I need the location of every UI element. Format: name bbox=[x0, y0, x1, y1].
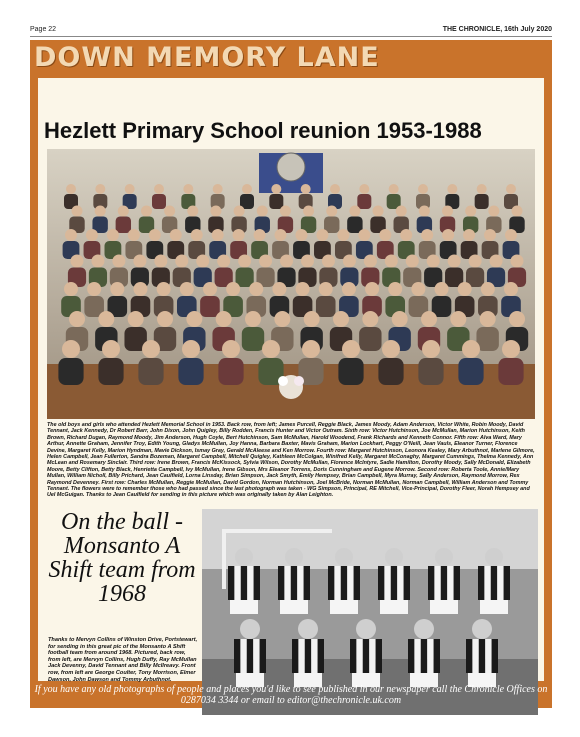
page-number: Page 22 bbox=[30, 26, 57, 33]
football-story-title: On the ball - Monsanto A Shift team from 1968 bbox=[48, 509, 196, 607]
memory-lane-frame bbox=[30, 40, 552, 708]
football-caption: Thanks to Mervyn Collins of Winston Drive, Portstewart, for sending in this great pic of the Monsanto A Shift football team from around 1968. Pictured, back row, from left, are Mervyn Collins, Hugh Duffy, Ray McMullan Jack Devenny, David Tennant and Billy McIlreavy. Front row, from left are George Coulter, Tony Morrison, Elmer Dawson, John Dawson and Tommy Arbuthnot. bbox=[48, 637, 198, 683]
content-panel bbox=[38, 78, 544, 681]
reunion-caption: The old boys and girls who attended Hezlett Memorial School in 1953. Back row, from left; James Purcell, Reggie Black, James Moody, Adam Anderson, Victor White, Robin Moody, David Tennant, Jack Kennedy, Dr Robert Barr, John Dixon, John Quigley, Billy Rodden, Francis Hunter and Victor Outram. Sixth row: Victor Hutchinson, Joe McMullan, Marion Hutchinson, Keith Brown, Richard Dugan, Raymond Moody, Jim Anderson, Hugh Coyle, Bert Hutchinson, Sam McMullan, Harold Woodend, Frank Richards and Kenneth Connor. Fifth row: Alva Ward, Mary Arthur, Annette Graham, Jennifer Troy, Edith Young, Gladys McMullan, Joy Hanna, Barbara Baxter, Mavis Graham, Marion Lockhart, Peggy O'Neill, Jean Vauls, Eleanor Turner, Florence Devine, Margaret Kelly, Marion Hyndman, Mavie Dickson, Ismay Gray, Gerald McAleese and Ken Morrow. Fourth row: Margaret Hutchinson, Leonora Kealey, Mary Arbuthnot, Marlene Gilmore, Helen Campbell, Jean Fullerton, Sandra Bozeman, Margaret Campbell, Mitchell Quigley, Kathleen McColgan, Winifred Kelly, Margaret McConaghy, Margaret Cummings, Thelma Kennedy, Ann McLean and Rosemary Sinclair. Third row: Irene Brown, Francis McKissock, Sylvia Wilson, Dorothy McMullan, Florence McIntyre, Sadie Hamilton, Dorothy Moody, Sally McDonald, Elizabeth Moore, Betty Clifton, Betty Black, Henrietta Campbell, Ivy McMullan, Irene Gibson, Mrs Eleanor Torrens, Doris Cunningham and Eugene Morrow. Second row: Roberta Toole, Annie/Mary Mullan, William Nicholl, Billy Prichard, Jean Caulfield, Lorna Linsday, Brian Simpson, Jack Smyth, Emily Hempsey, Brian Campbell, Myra Murray, Sally Anderson, Raymond Morrow, Rex Raymond Devenney. First row: Charles McMullan, Reggie McMullan, David Gordon, Norman Hutchinson, Joel McBride, Norman McMullan, Norman Campbell, William Anderson and Tommy Tennant. The flowers were to remember those who had passed since the last photograph was taken - WG Simpson, Principal, RE Mitchell, Vice-Principal, Dorothy Fleer, Norah Hempsey and Uel McGuigan. Thanks to Jean Caulfield for sending in this picture which was originally taken by Alan Leighton. bbox=[47, 422, 535, 499]
reunion-group-photo bbox=[47, 149, 535, 419]
reunion-photo-graphic bbox=[47, 149, 535, 419]
main-headline: Hezlett Primary School reunion 1953-1988 bbox=[44, 118, 482, 143]
section-banner: DOWN MEMORY LANE bbox=[34, 42, 380, 73]
page-header bbox=[30, 26, 552, 37]
publication-date: THE CHRONICLE, 16th July 2020 bbox=[442, 26, 552, 33]
submission-footer: If you have any old photographs of people and places you'd like to see published in our newspaper call the Chronicle Offices on 0287034 3344 or email to editor@thechronicle.uk.com bbox=[34, 684, 548, 706]
